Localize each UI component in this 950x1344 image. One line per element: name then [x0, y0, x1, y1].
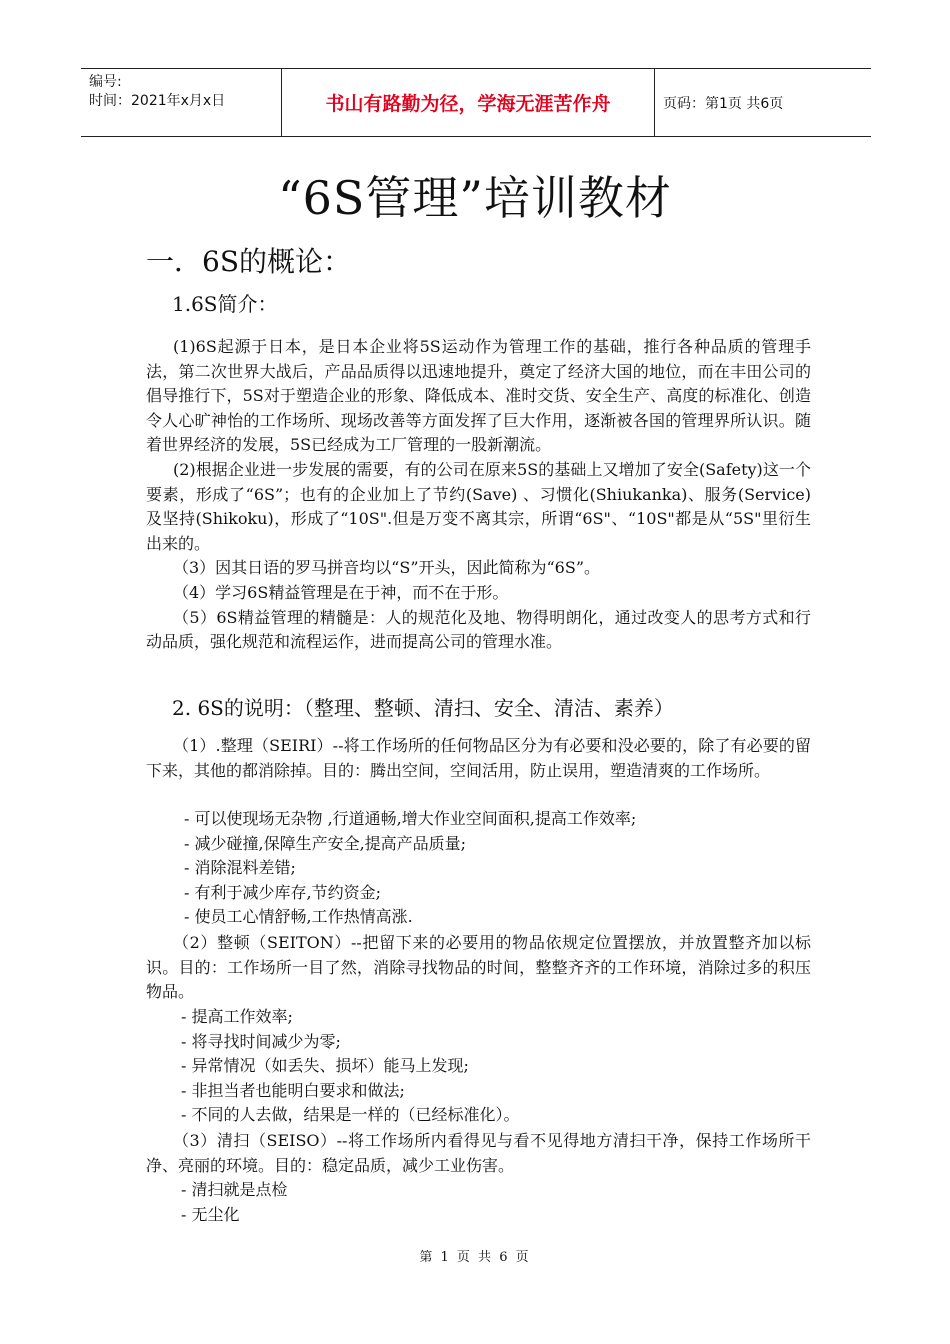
seiri-paragraph: （1）.整理（SEIRI）--将工作场所的任何物品区分为有必要和没必要的，除了有必要的留下来，其他的都消除掉。目的：腾出空间，空间活用，防止误用，塑造清爽的工作场所。: [146, 736, 811, 780]
paragraph: （4）学习6S精益管理是在于神，而不在于形。: [173, 582, 509, 602]
list-item: - 使员工心情舒畅,工作热情高涨.: [184, 907, 413, 927]
header-meta-cell: [81, 69, 281, 136]
subsection-heading-explanation: 2. 6S的说明：（整理、整顿、清扫、安全、清洁、素养）: [172, 696, 674, 720]
document-title: “6S管理”培训教材: [278, 171, 672, 225]
seiton-paragraph-block: [146, 931, 811, 1005]
section-heading-overview: 一．6S的概论：: [146, 245, 351, 278]
list-item: - 有利于减少库存,节约资金;: [184, 882, 381, 902]
paragraph: (1)6S起源于日本，是日本企业将5S运动作为管理工作的基础，推行各种品质的管理手法，第二次世界大战后，产品品质得以迅速地提升，奠定了经济大国的地位，而在丰田公司的倡导推行下，5S对于塑造企业的形象、降低成本、准时交货、安全生产、高度的标准化、创造令人心旷神怡的工作场所、现场改善等方面发挥了巨大作用，逐渐被各国的管理界所认识。随着世界经济的发展，5S已经成为工厂管理的一股新潮流。: [146, 337, 811, 455]
header-page-info: 页码：第1页 共6页: [663, 95, 784, 112]
list-item: - 不同的人去做，结果是一样的（已经标准化）。: [181, 1105, 520, 1125]
list-item: - 异常情况（如丢失、损坏）能马上发现;: [181, 1056, 469, 1076]
subsection-heading-intro: 1.6S简介：: [172, 292, 278, 316]
list-item: - 提高工作效率;: [181, 1007, 293, 1026]
paragraph: （3）因其日语的罗马拼音均以“S”开头，因此简称为“6S”。: [173, 558, 601, 578]
seiso-paragraph-block: [146, 1129, 811, 1178]
list-item: - 无尘化: [181, 1204, 240, 1224]
paragraph: （5）6S精益管理的精髓是：人的规范化及地、物得明朗化，通过改变人的思考方式和行动品质，强化规范和流程运作，进而提高公司的管理水准。: [146, 607, 811, 652]
header-slogan: 书山有路勤为径，学海无涯苦作舟: [281, 69, 655, 136]
list-item: - 可以使现场无杂物 ,行道通畅,增大作业空间面积,提高工作效率;: [184, 809, 637, 828]
seiri-paragraph-block: [146, 734, 811, 783]
page-footer: 第 1 页 共 6 页: [419, 1250, 531, 1265]
header-table: [81, 68, 871, 137]
seiton-list: [146, 1005, 811, 1128]
seiso-list: [146, 1178, 811, 1227]
paragraph: (2)根据企业进一步发展的需要，有的公司在原来5S的基础上又增加了安全(Safety)这一个要素，形成了“6S”；也有的企业加上了节约(Save) 、习惯化(Shiukanka)、服务(Service)及坚持(Shikoku)，形成了“10S".但是万变不离其宗，所谓“6S"、“10S"都是从“5S"里衍生出来的。: [146, 459, 811, 553]
seiri-list: [146, 807, 811, 930]
time-label: 时间：2021年x月x日: [89, 93, 226, 109]
list-item: - 减少碰撞,保障生产安全,提高产品质量;: [184, 833, 467, 853]
list-item: - 非担当者也能明白要求和做法;: [181, 1080, 405, 1100]
code-label: 编号:: [89, 74, 122, 90]
seiso-paragraph: （3）清扫（SEISO）--将工作场所内看得见与看不见得地方清扫干净，保持工作场所干净、亮丽的环境。目的：稳定品质，减少工业伤害。: [146, 1131, 811, 1175]
list-item: - 清扫就是点检: [181, 1180, 288, 1199]
seiton-paragraph: （2）整顿（SEITON）--把留下来的必要用的物品依规定位置摆放，并放置整齐加以标识。目的：工作场所一目了然，消除寻找物品的时间，整整齐齐的工作环境，消除过多的积压物品。: [146, 933, 811, 1002]
list-item: - 消除混料差错;: [184, 858, 296, 878]
intro-paragraphs: [146, 335, 811, 655]
list-item: - 将寻找时间减少为零;: [181, 1031, 341, 1051]
